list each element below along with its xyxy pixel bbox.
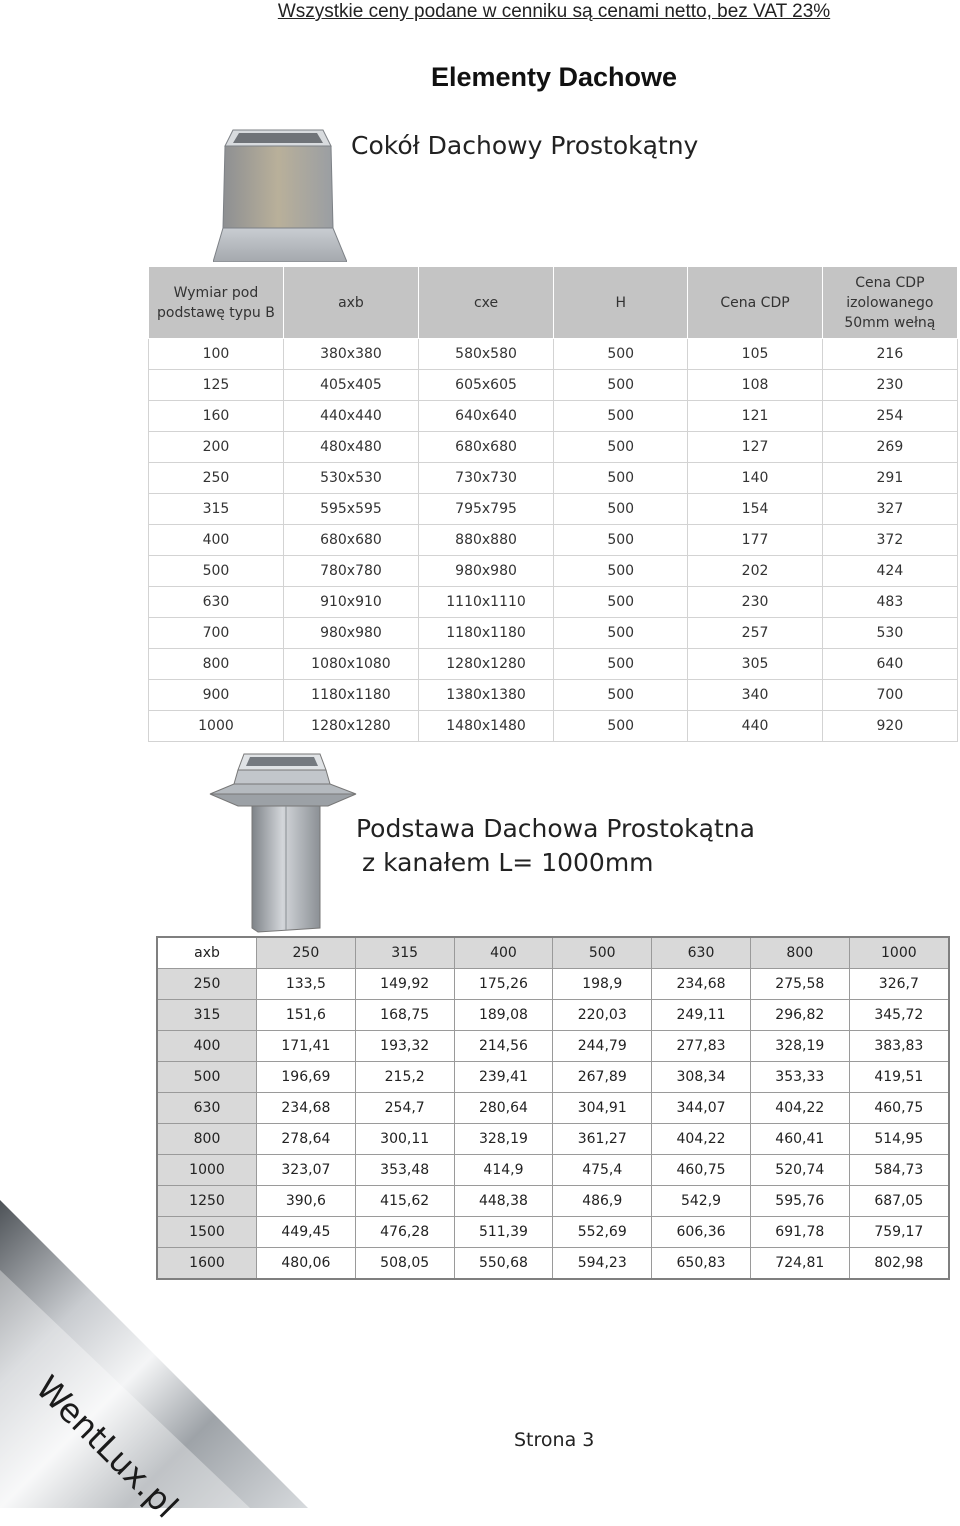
section2-subtitle [356,812,755,880]
table-cell: 514,95 [849,1124,949,1155]
table-row [149,432,958,463]
table-cell: 448,38 [454,1186,553,1217]
column-header: 250 [257,937,356,969]
table-cell: 1080x1080 [283,649,418,680]
table-row [149,370,958,401]
table-cell: 630 [149,587,284,618]
table-cell: 326,7 [849,969,949,1000]
table-cell: 980x980 [283,618,418,649]
table-cell: 500 [554,370,688,401]
table-cell: 700 [822,680,957,711]
column-header: 400 [454,937,553,969]
table-cell: 552,69 [553,1217,652,1248]
column-header: 315 [355,937,454,969]
table-cell: 759,17 [849,1217,949,1248]
table-row [149,494,958,525]
table-cell: 175,26 [454,969,553,1000]
roof-curb-photo [213,128,347,262]
table-cell: 640x640 [419,401,554,432]
table-cell: 500 [554,618,688,649]
table-cell: 980x980 [419,556,554,587]
table-cell: 328,19 [750,1031,849,1062]
table-cell: 400 [149,525,284,556]
table-cell: 594,23 [553,1248,652,1280]
table-cell: 1180x1180 [283,680,418,711]
table-cell: 125 [149,370,284,401]
table-cell: 200 [149,432,284,463]
table-cell: 171,41 [257,1031,356,1062]
table-cell: 239,41 [454,1062,553,1093]
column-header: Cena CDP izolowanego 50mm wełną [822,267,957,339]
table-cell: 220,03 [553,1000,652,1031]
table-cell: 650,83 [652,1248,751,1280]
table-cell: 910x910 [283,587,418,618]
table-cell: 344,07 [652,1093,751,1124]
table-cell: 508,05 [355,1248,454,1280]
table-cell: 214,56 [454,1031,553,1062]
table-cell: 500 [554,401,688,432]
row-header: 630 [157,1093,257,1124]
table-cell: 1280x1280 [283,711,418,742]
table-cell: 353,33 [750,1062,849,1093]
table-cell: 920 [822,711,957,742]
table-cell: 215,2 [355,1062,454,1093]
roof-curb-price-table [148,266,958,742]
table-cell: 345,72 [849,1000,949,1031]
column-header: 800 [750,937,849,969]
table-cell: 500 [554,587,688,618]
page-number: Strona 3 [514,1429,595,1451]
table-cell: 530 [822,618,957,649]
row-header: 800 [157,1124,257,1155]
table-cell: 300,11 [355,1124,454,1155]
table-cell: 305 [688,649,822,680]
table-cell: 486,9 [553,1186,652,1217]
table-cell: 216 [822,339,957,370]
table-cell: 440 [688,711,822,742]
table-cell: 254 [822,401,957,432]
vat-notice: Wszystkie ceny podane w cenniku są cenami netto, bez VAT 23% [277,1,831,22]
table-cell: 900 [149,680,284,711]
table-cell: 108 [688,370,822,401]
row-header: 400 [157,1031,257,1062]
table-cell: 606,36 [652,1217,751,1248]
column-header: 1000 [849,937,949,969]
table-cell: 1480x1480 [419,711,554,742]
table-cell: 475,4 [553,1155,652,1186]
table-cell: 269 [822,432,957,463]
table-cell: 361,27 [553,1124,652,1155]
table-cell: 440x440 [283,401,418,432]
table-cell: 424 [822,556,957,587]
table-cell: 140 [688,463,822,494]
table-cell: 1000 [149,711,284,742]
table-cell: 500 [554,494,688,525]
table-cell: 267,89 [553,1062,652,1093]
table-cell: 414,9 [454,1155,553,1186]
table-cell: 291 [822,463,957,494]
table-cell: 1110x1110 [419,587,554,618]
row-header: 315 [157,1000,257,1031]
table-cell: 584,73 [849,1155,949,1186]
table-cell: 193,32 [355,1031,454,1062]
row-header: 1250 [157,1186,257,1217]
table-row [157,1093,949,1124]
table-row [157,1062,949,1093]
table-cell: 249,11 [652,1000,751,1031]
table-cell: 304,91 [553,1093,652,1124]
table-cell: 511,39 [454,1217,553,1248]
table-row [149,556,958,587]
table-cell: 700 [149,618,284,649]
table-cell: 202 [688,556,822,587]
table-cell: 1380x1380 [419,680,554,711]
table-cell: 296,82 [750,1000,849,1031]
table-cell: 383,83 [849,1031,949,1062]
row-header: 250 [157,969,257,1000]
table-cell: 730x730 [419,463,554,494]
table-cell: 189,08 [454,1000,553,1031]
table-cell: 404,22 [652,1124,751,1155]
table-cell: 580x580 [419,339,554,370]
table-cell: 168,75 [355,1000,454,1031]
table-header-row [157,937,949,969]
table-cell: 724,81 [750,1248,849,1280]
table-row [149,525,958,556]
row-header: 1500 [157,1217,257,1248]
table-cell: 1180x1180 [419,618,554,649]
table-row [157,969,949,1000]
table-cell: 198,9 [553,969,652,1000]
table-cell: 315 [149,494,284,525]
table-cell: 308,34 [652,1062,751,1093]
table-cell: 419,51 [849,1062,949,1093]
table-cell: 500 [554,711,688,742]
section1-subtitle: Cokół Dachowy Prostokątny [351,131,699,160]
table-cell: 133,5 [257,969,356,1000]
table-cell: 275,58 [750,969,849,1000]
table-row [149,649,958,680]
table-cell: 800 [149,649,284,680]
table-cell: 390,6 [257,1186,356,1217]
table-cell: 500 [554,339,688,370]
table-cell: 404,22 [750,1093,849,1124]
table-cell: 280,64 [454,1093,553,1124]
table-cell: 234,68 [652,969,751,1000]
table-cell: 691,78 [750,1217,849,1248]
table-cell: 257 [688,618,822,649]
table-cell: 542,9 [652,1186,751,1217]
table-cell: 550,68 [454,1248,553,1280]
table-cell: 177 [688,525,822,556]
section2-subtitle-line2: z kanałem L= 1000mm [362,848,654,877]
column-header: Wymiar pod podstawę typu B [149,267,284,339]
table-row [149,618,958,649]
table-cell: 595,76 [750,1186,849,1217]
table-row [157,1155,949,1186]
table-row [157,1124,949,1155]
corner-header: axb [157,937,257,969]
row-header: 500 [157,1062,257,1093]
table-cell: 254,7 [355,1093,454,1124]
column-header: axb [283,267,418,339]
table-cell: 105 [688,339,822,370]
brand-logo-text: WentLux.pl [28,1368,186,1526]
table-cell: 480x480 [283,432,418,463]
table-cell: 640 [822,649,957,680]
table-row [149,680,958,711]
table-cell: 372 [822,525,957,556]
table-cell: 353,48 [355,1155,454,1186]
table-cell: 460,41 [750,1124,849,1155]
table-row [149,339,958,370]
metallic-corner-decoration [0,1200,420,1508]
table-cell: 780x780 [283,556,418,587]
table-cell: 595x595 [283,494,418,525]
column-header: cxe [419,267,554,339]
table-cell: 196,69 [257,1062,356,1093]
table-cell: 460,75 [849,1093,949,1124]
table-cell: 500 [554,463,688,494]
column-header: 630 [652,937,751,969]
table-cell: 795x795 [419,494,554,525]
table-cell: 500 [554,556,688,587]
table-cell: 340 [688,680,822,711]
table-cell: 880x880 [419,525,554,556]
column-header: H [554,267,688,339]
table-cell: 680x680 [283,525,418,556]
table-cell: 483 [822,587,957,618]
table-cell: 244,79 [553,1031,652,1062]
row-header: 1000 [157,1155,257,1186]
table-row [149,711,958,742]
column-header: Cena CDP [688,267,822,339]
table-cell: 160 [149,401,284,432]
table-cell: 327 [822,494,957,525]
table-cell: 250 [149,463,284,494]
section2-subtitle-line1: Podstawa Dachowa Prostokątna [356,814,755,843]
table-cell: 121 [688,401,822,432]
table-cell: 151,6 [257,1000,356,1031]
table-header-row [149,267,958,339]
table-cell: 500 [554,680,688,711]
column-header: 500 [553,937,652,969]
row-header: 1600 [157,1248,257,1280]
table-cell: 127 [688,432,822,463]
table-cell: 460,75 [652,1155,751,1186]
table-row [157,1000,949,1031]
table-cell: 500 [554,525,688,556]
table-cell: 530x530 [283,463,418,494]
table-row [149,587,958,618]
table-cell: 605x605 [419,370,554,401]
table-cell: 449,45 [257,1217,356,1248]
table-cell: 323,07 [257,1155,356,1186]
table-row [157,1031,949,1062]
table-cell: 500 [554,649,688,680]
table-cell: 149,92 [355,969,454,1000]
table-cell: 230 [688,587,822,618]
table-cell: 234,68 [257,1093,356,1124]
table-cell: 480,06 [257,1248,356,1280]
table-cell: 100 [149,339,284,370]
table-cell: 520,74 [750,1155,849,1186]
table-cell: 680x680 [419,432,554,463]
table-cell: 476,28 [355,1217,454,1248]
table-cell: 415,62 [355,1186,454,1217]
table-cell: 687,05 [849,1186,949,1217]
table-cell: 802,98 [849,1248,949,1280]
table-cell: 500 [149,556,284,587]
table-cell: 405x405 [283,370,418,401]
table-cell: 328,19 [454,1124,553,1155]
table-row [149,401,958,432]
table-cell: 277,83 [652,1031,751,1062]
table-cell: 500 [554,432,688,463]
roof-base-photo [208,752,358,934]
table-row [149,463,958,494]
table-cell: 278,64 [257,1124,356,1155]
table-cell: 230 [822,370,957,401]
table-cell: 154 [688,494,822,525]
page-title: Elementy Dachowe [430,62,678,92]
table-cell: 380x380 [283,339,418,370]
table-cell: 1280x1280 [419,649,554,680]
